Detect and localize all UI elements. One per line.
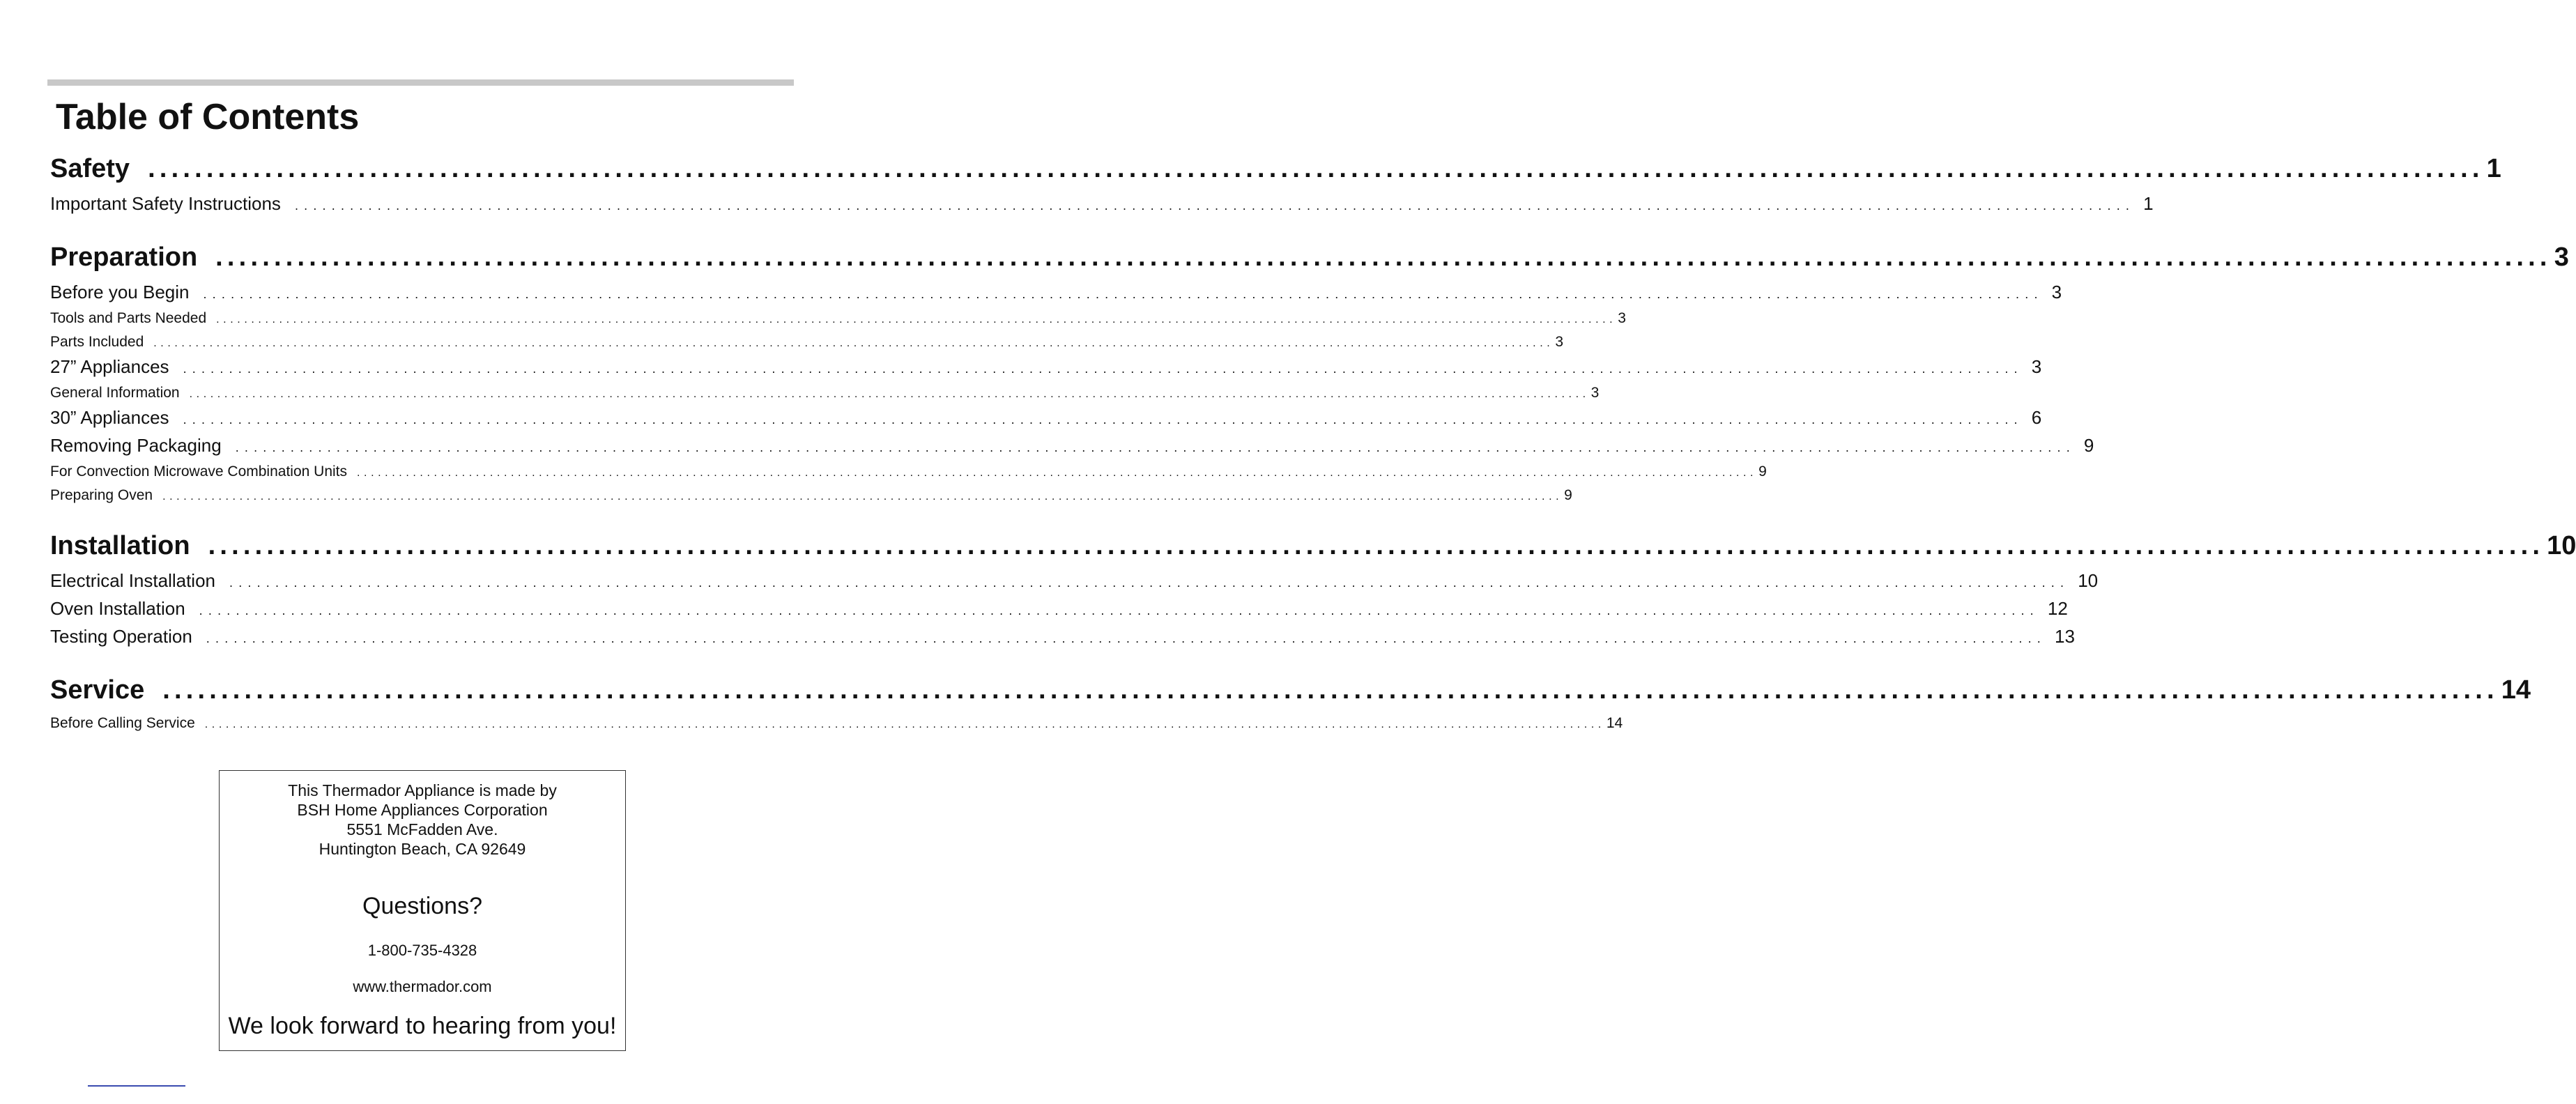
toc-page-number: 3 (2554, 243, 2569, 272)
toc-entry-label: Oven Installation (50, 598, 185, 619)
toc-page-number: 9 (2083, 435, 2094, 456)
toc-page-number: 3 (1555, 334, 1563, 350)
toc-section-title: Safety (50, 154, 130, 183)
toc-section-title: Service (50, 675, 145, 705)
dot-leader: ........................................................................................................................................................................................................ (189, 388, 1590, 400)
dot-leader: ........................................................................................................................................................................................................ (162, 491, 1563, 503)
toc-section-installation[interactable] (50, 530, 2576, 561)
address-line: 5551 McFadden Ave. (346, 820, 498, 838)
toc-entry-testing-operation[interactable] (50, 625, 2075, 650)
page-title: Table of Contents (56, 97, 360, 137)
address-line: This Thermador Appliance is made by (288, 781, 557, 799)
dot-leader: ........................................................................................................................................................................................................ (204, 719, 1605, 730)
toc-entry-electrical-installation[interactable] (50, 569, 2099, 594)
toc-page-number: 13 (2055, 626, 2075, 647)
toc-entry-30-appliances[interactable] (50, 406, 2042, 431)
phone-number[interactable]: 1-800-735-4328 (367, 942, 477, 959)
toc-entry-label: For Convection Microwave Combination Units (50, 463, 347, 480)
dot-leader: ........................................................................................................................................................................................................ (183, 362, 2023, 376)
dot-leader: ........................................................................................................................................................................................................ (183, 413, 2023, 427)
toc-entry-label: Before you Begin (50, 282, 190, 302)
toc-entry-removing-packaging[interactable] (50, 434, 2094, 459)
dot-leader: ........................................................................................................................................................................................................ (148, 154, 2484, 183)
toc-entry-label: Electrical Installation (50, 570, 215, 591)
toc-page-number: 9 (1758, 463, 1767, 480)
dot-leader: ........................................................................................................................................................................................................ (357, 467, 1758, 479)
toc-entry-label: 27” Appliances (50, 356, 169, 377)
toc-entry-important-safety-instructions[interactable] (50, 192, 2154, 217)
toc-page-number: 9 (1564, 487, 1572, 503)
dot-leader: ........................................................................................................................................................................................................ (208, 531, 2545, 560)
dot-leader: ........................................................................................................................................................................................................ (216, 314, 1617, 325)
toc-entry-label: Tools and Parts Needed (50, 310, 207, 326)
toc-page-number: 3 (1590, 385, 1600, 401)
toc-page-number: 14 (1606, 715, 1623, 731)
manufacturer-address (220, 781, 625, 859)
toc-entry-label: Removing Packaging (50, 435, 222, 456)
toc-entry-label: 30” Appliances (50, 407, 169, 428)
toc-section-title: Preparation (50, 243, 198, 272)
dot-leader: ........................................................................................................................................................................................................ (215, 243, 2552, 272)
footer-rule (88, 1085, 185, 1087)
toc-entry-before-calling-service[interactable] (50, 714, 1623, 734)
toc-page-number: 1 (2486, 154, 2501, 183)
toc-page-number: 10 (2078, 570, 2099, 591)
header-rule (47, 79, 794, 86)
toc-entry-label: General Information (50, 385, 180, 401)
toc-page-number: 10 (2547, 531, 2576, 560)
toc-entry-preparing-oven[interactable] (50, 486, 1572, 506)
toc-entry-before-you-begin[interactable] (50, 281, 2062, 305)
toc-entry-27-appliances[interactable] (50, 355, 2042, 380)
dot-leader: ........................................................................................................................................................................................................ (229, 576, 2070, 590)
toc-page-number: 6 (2031, 407, 2042, 428)
toc-entry-oven-installation[interactable] (50, 597, 2068, 622)
toc-entry-for-convection-microwave-combination-units[interactable] (50, 463, 1767, 482)
toc-entry-parts-included[interactable] (50, 333, 1563, 353)
toc-entry-label: Important Safety Instructions (50, 193, 281, 214)
dot-leader: ........................................................................................................................................................................................................ (203, 287, 2044, 301)
toc-entry-label: Testing Operation (50, 626, 192, 647)
toc-page-number: 14 (2501, 675, 2531, 705)
dot-leader: ........................................................................................................................................................................................................ (199, 604, 2039, 618)
toc-section-title: Installation (50, 531, 190, 560)
toc-page-number: 3 (2051, 282, 2062, 302)
toc-page-number: 12 (2047, 598, 2068, 619)
dot-leader: ........................................................................................................................................................................................................ (294, 199, 2136, 213)
dot-leader: ........................................................................................................................................................................................................ (235, 440, 2076, 454)
toc-entry-label: Before Calling Service (50, 715, 195, 731)
contact-info-box (219, 770, 626, 1051)
dot-leader: ........................................................................................................................................................................................................ (206, 631, 2046, 645)
toc-section-service[interactable] (50, 675, 2531, 705)
questions-heading: Questions? (362, 893, 482, 919)
website-link[interactable]: www.thermador.com (353, 978, 492, 995)
address-line: BSH Home Appliances Corporation (297, 801, 548, 819)
closing-message: We look forward to hearing from you! (228, 1013, 617, 1039)
toc-entry-general-information[interactable] (50, 384, 1600, 404)
dot-leader: ........................................................................................................................................................................................................ (153, 337, 1554, 349)
toc-page-number: 3 (2031, 356, 2042, 377)
toc-section-preparation[interactable] (50, 242, 2569, 273)
toc-page-number: 1 (2143, 193, 2154, 214)
address-line: Huntington Beach, CA 92649 (319, 840, 526, 858)
dot-leader: ........................................................................................................................................................................................................ (162, 675, 2499, 705)
toc-section-safety[interactable] (50, 153, 2501, 184)
toc-page-number: 3 (1618, 310, 1626, 326)
toc-entry-label: Preparing Oven (50, 487, 153, 503)
toc-entry-tools-and-parts-needed[interactable] (50, 309, 1626, 329)
toc-entry-label: Parts Included (50, 334, 144, 350)
